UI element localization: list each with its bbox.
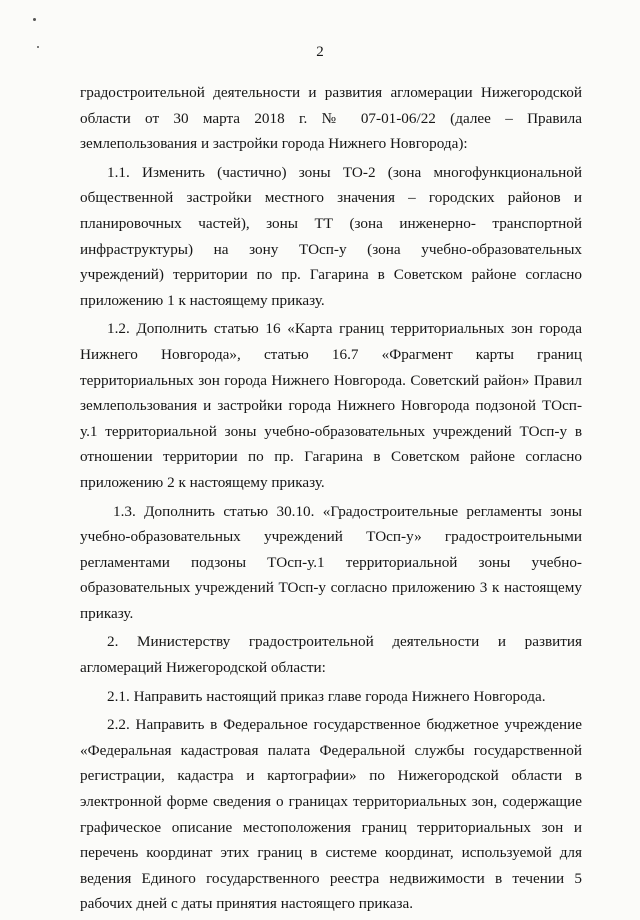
paragraph-2: 2. Министерству градостроительной деятельности и развития агломераций Нижегородской области: bbox=[80, 633, 582, 677]
page-number: 2 bbox=[316, 44, 324, 60]
paragraph-intro-continuation: градостроительной деятельности и развития агломерации Нижегородской области от 30 марта 2018 г. № 07-01-06/22 (далее – Правила землепользования и застройки города Нижнего Новгорода): bbox=[80, 84, 582, 153]
document-body bbox=[80, 80, 582, 920]
scan-speck bbox=[33, 18, 36, 21]
paragraph-1-3: 1.3. Дополнить статью 30.10. «Градостроительные регламенты зоны учебно-образовательных учреждений ТОсп-у» градостроительными регламентами подзоны ТОсп-у.1 территориальной зоны учебно-образовательных учреждений ТОсп-у согласно приложению 3 к настоящему приказу. bbox=[80, 502, 582, 622]
paragraph-2-2: 2.2. Направить в Федеральное государственное бюджетное учреждение «Федеральная кадастровая палата Федеральной службы государственной регистрации, кадастра и картографии» по Нижегородской области в электронной форме сведения о границах территориальных зон, содержащие графическое описание местоположения границ территориальных зон и перечень координат этих границ в системе координат, используемой для ведения Единого государственного реестра недвижимости в течении 5 рабочих дней с даты принятия настоящего приказа. bbox=[80, 716, 582, 913]
paragraph-1-1: 1.1. Изменить (частично) зоны ТО-2 (зона многофункциональной общественной застройки местного значения – городских районов и планировочных частей), зоны ТТ (зона инженерно- транспортной инфраструктуры) на зону ТОсп-у (зона учебно-образовательных учреждений) территории по пр. Гагарина в Советском районе согласно приложению 1 к настоящему приказу. bbox=[80, 163, 582, 309]
paragraph-2-1: 2.1. Направить настоящий приказ главе города Нижнего Новгорода. bbox=[107, 687, 546, 705]
paragraph-1-2: 1.2. Дополнить статью 16 «Карта границ территориальных зон города Нижнего Новгорода», статью 16.7 «Фрагмент карты границ территориальных зон города Нижнего Новгорода. Советский район» Правил землепользования и застройки города Нижнего Новгорода подзоной ТОсп-у.1 территориальной зоны учебно-образовательных учреждений ТОсп-у в отношении территории по пр. Гагарина в Советском районе согласно приложению 2 к настоящему приказу. bbox=[80, 320, 582, 491]
